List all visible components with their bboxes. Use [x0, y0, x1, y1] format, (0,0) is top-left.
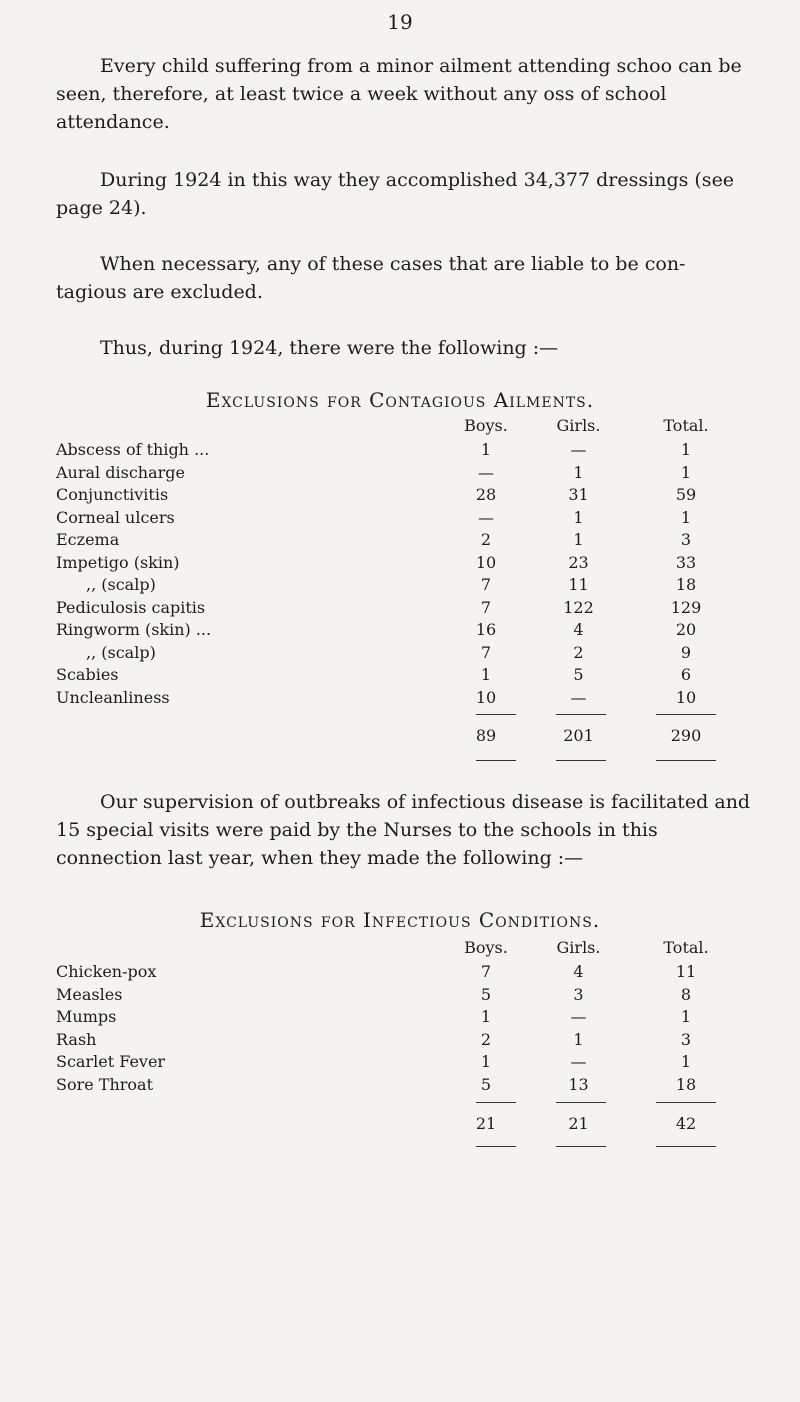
table-row — [56, 620, 756, 642]
paragraph-intro: Every child suffering from a minor ailment attending schoo can be seen, therefore, at least twice a week without any oss of school attendance. — [56, 55, 742, 133]
table-row — [56, 575, 756, 597]
totals-row — [56, 1114, 756, 1136]
header-total: Total. — [663, 938, 709, 957]
table-row — [56, 665, 756, 687]
cell-total: 6 — [680, 665, 692, 684]
row-label: Corneal ulcers — [56, 507, 175, 527]
rule-total — [656, 1102, 716, 1103]
cell-girls: 11 — [568, 575, 589, 594]
cell-boys: 7 — [480, 597, 492, 617]
cell-boys: 2 — [480, 530, 492, 549]
rule-boys-bottom — [476, 760, 516, 761]
total-girls: 201 — [563, 726, 594, 745]
header-girls: Girls. — [556, 938, 601, 957]
table-row — [56, 485, 756, 507]
cell-girls: 122 — [563, 597, 594, 617]
row-label: Uncleanliness — [56, 687, 170, 707]
cell-total: 18 — [675, 575, 697, 594]
cell-girls: 5 — [573, 665, 584, 684]
table-row — [56, 962, 756, 984]
total-boys: 21 — [475, 1114, 497, 1133]
cell-girls: 23 — [568, 552, 589, 572]
table-row — [56, 1052, 756, 1074]
table-row — [56, 508, 756, 530]
row-label: ,, (scalp) — [86, 642, 156, 662]
rule-total-bottom — [656, 760, 716, 761]
total-total: 42 — [675, 1114, 697, 1133]
row-label: Eczema — [56, 530, 120, 549]
cell-girls: — — [570, 687, 587, 707]
rule-boys — [476, 1102, 516, 1103]
header-boys: Boys. — [464, 938, 508, 957]
cell-girls: — — [570, 1007, 587, 1026]
rule-boys-bottom — [476, 1146, 516, 1147]
cell-total: 1 — [680, 462, 692, 482]
cell-total: 11 — [675, 962, 697, 981]
rule-girls — [556, 1102, 606, 1103]
rule-total-bottom — [656, 1146, 716, 1147]
table-row — [56, 1075, 756, 1097]
cell-boys: 1 — [480, 1007, 492, 1026]
cell-total: 129 — [670, 597, 702, 617]
cell-girls: 1 — [573, 1029, 584, 1049]
cell-total: 10 — [675, 687, 697, 707]
table-header — [56, 416, 756, 438]
cell-boys: 16 — [475, 620, 497, 639]
total-total: 290 — [670, 726, 702, 745]
row-label: Mumps — [56, 1007, 117, 1026]
table-row — [56, 440, 756, 462]
table-row — [56, 643, 756, 665]
cell-girls: 1 — [573, 462, 584, 482]
cell-boys: 1 — [480, 440, 492, 459]
row-label: ,, (scalp) — [86, 575, 156, 594]
cell-girls: 3 — [573, 984, 584, 1004]
cell-total: 1 — [680, 440, 692, 459]
cell-girls: — — [570, 1052, 587, 1071]
paragraph-dressings: During 1924 in this way they accomplished 34,377 dressings (see page 24). — [56, 169, 735, 219]
cell-boys: 2 — [480, 1029, 492, 1049]
header-girls: Girls. — [556, 416, 601, 435]
cell-girls: 13 — [568, 1074, 589, 1094]
cell-total: 20 — [675, 620, 697, 639]
rule-girls-bottom — [556, 760, 606, 761]
cell-boys: 7 — [480, 575, 492, 594]
paragraph-thus: Thus, during 1924, there were the following :— — [100, 337, 559, 359]
row-label: Chicken-pox — [56, 962, 157, 981]
cell-total: 8 — [680, 984, 692, 1004]
table-row — [56, 530, 756, 552]
cell-girls: 4 — [573, 962, 584, 981]
cell-total: 1 — [680, 507, 692, 527]
row-label: Conjunctivitis — [56, 485, 169, 504]
table-contagious-title: Exclusions for Contagious Ailments. — [205, 388, 595, 412]
cell-total: 59 — [675, 485, 697, 504]
cell-boys: 7 — [480, 642, 492, 662]
row-label: Scarlet Fever — [56, 1052, 166, 1071]
table-row — [56, 1030, 756, 1052]
cell-boys: 28 — [475, 485, 497, 504]
row-label: Sore Throat — [56, 1074, 154, 1094]
cell-boys: 10 — [475, 687, 497, 707]
cell-total: 9 — [680, 642, 692, 662]
paragraph-supervision: Our supervision of outbreaks of infectious disease is facilitated and 15 special visits were paid by the Nurses to the schools in this connection last year, when they made the following :— — [56, 791, 751, 869]
cell-girls: 1 — [573, 507, 584, 527]
table-infectious-title: Exclusions for Infectious Conditions. — [199, 908, 601, 932]
table-row — [56, 985, 756, 1007]
row-label: Aural discharge — [56, 462, 185, 482]
cell-boys: 1 — [480, 665, 492, 684]
cell-boys: — — [478, 462, 494, 482]
cell-total: 18 — [675, 1074, 697, 1094]
rule-girls-bottom — [556, 1146, 606, 1147]
row-label: Impetigo (skin) — [56, 552, 180, 572]
cell-boys: 1 — [480, 1052, 492, 1071]
cell-total: 33 — [675, 552, 697, 572]
cell-girls: 4 — [573, 620, 584, 639]
cell-girls: 1 — [573, 530, 584, 549]
table-row — [56, 463, 756, 485]
row-label: Scabies — [56, 665, 119, 684]
table-row — [56, 688, 756, 710]
cell-total: 3 — [680, 1029, 692, 1049]
row-label: Pediculosis capitis — [56, 597, 206, 617]
rule-total — [656, 714, 716, 715]
row-label: Ringworm (skin) ... — [56, 620, 212, 639]
table-row — [56, 598, 756, 620]
cell-girls: 31 — [568, 485, 589, 504]
totals-row — [56, 726, 756, 748]
total-girls: 21 — [568, 1114, 589, 1133]
page-number: 19 — [387, 10, 413, 34]
row-label: Measles — [56, 984, 123, 1004]
rule-girls — [556, 714, 606, 715]
row-label: Abscess of thigh ... — [56, 440, 210, 459]
cell-total: 3 — [680, 530, 692, 549]
cell-girls: 2 — [573, 642, 584, 662]
cell-girls: — — [570, 440, 587, 459]
cell-boys: 5 — [480, 1074, 492, 1094]
cell-total: 1 — [680, 1007, 692, 1026]
cell-boys: 5 — [480, 984, 492, 1004]
table-row — [56, 553, 756, 575]
cell-boys: 10 — [475, 552, 497, 572]
row-label: Rash — [56, 1029, 97, 1049]
table-row — [56, 1007, 756, 1029]
table-header — [56, 938, 756, 960]
cell-total: 1 — [680, 1052, 692, 1071]
header-boys: Boys. — [464, 416, 508, 435]
header-total: Total. — [663, 416, 709, 435]
total-boys: 89 — [475, 726, 497, 745]
paragraph-excluded: When necessary, any of these cases that are liable to be con-tagious are excluded. — [56, 253, 686, 303]
cell-boys: 7 — [480, 962, 492, 981]
cell-boys: — — [478, 507, 494, 527]
rule-boys — [476, 714, 516, 715]
